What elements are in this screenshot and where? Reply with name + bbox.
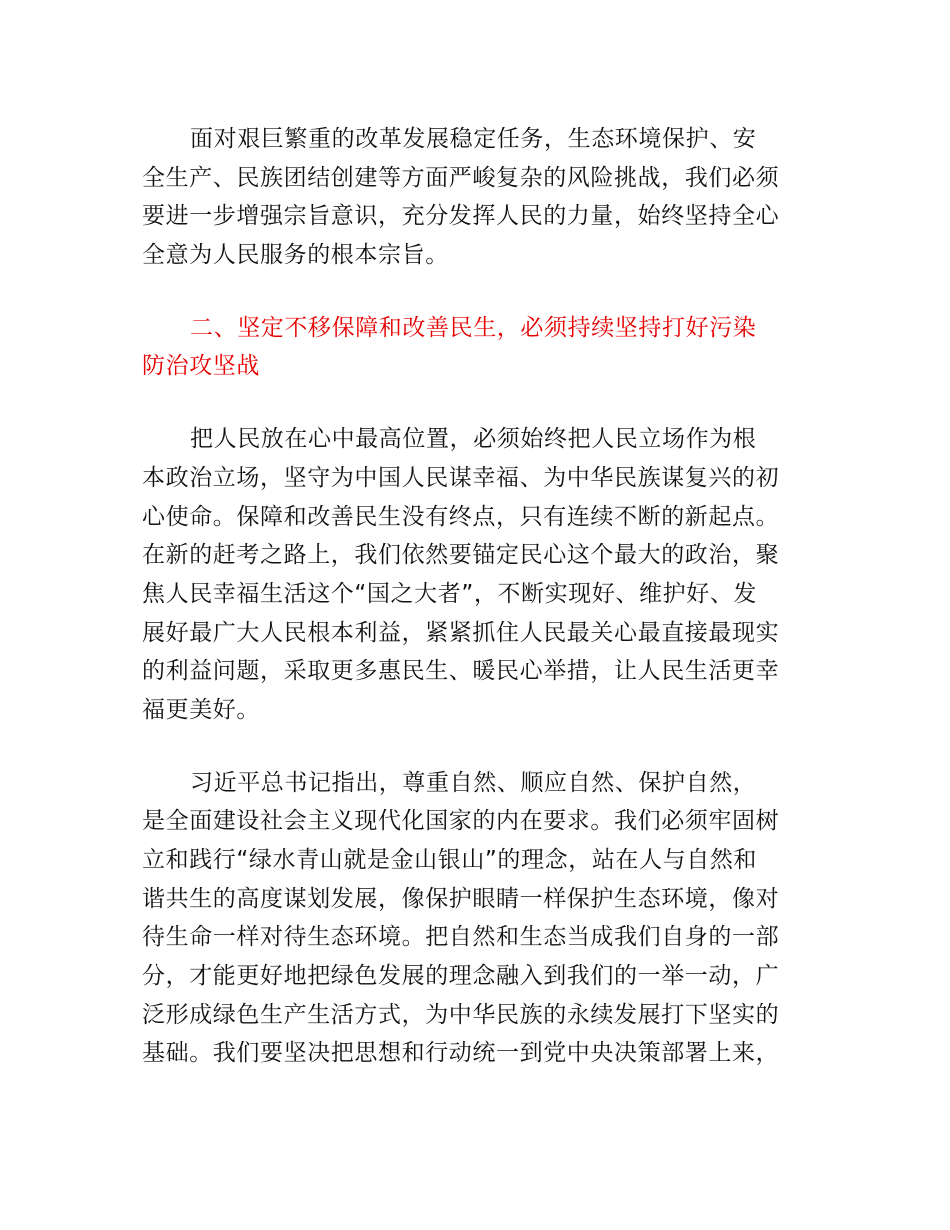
paragraph-spacing	[142, 386, 818, 420]
paragraph-line: 立和践行“绿水青山就是金山银山”的理念，站在人与自然和	[142, 847, 758, 873]
paragraph-2	[142, 420, 818, 730]
paragraph-spacing	[142, 275, 818, 309]
paragraph-line: 面对艰巨繁重的改革发展稳定任务，生态环境保护、安	[190, 126, 757, 152]
paragraph-spacing	[142, 730, 818, 764]
paragraph-line: 在新的赶考之路上，我们依然要锚定民心这个最大的政治，聚	[142, 542, 780, 569]
paragraph-3	[142, 764, 818, 1074]
paragraph-line: 把人民放在心中最高位置，必须始终把人民立场作为根	[190, 426, 757, 453]
section-heading-2	[142, 309, 818, 386]
paragraph-line: 全意为人民服务的根本宗旨。	[142, 242, 449, 269]
paragraph-line: 习近平总书记指出，尊重自然、顺应自然、保护自然，	[190, 769, 757, 796]
paragraph-line: 基础。我们要坚决把思想和行动统一到党中央决策部署上来，	[142, 1040, 780, 1067]
paragraph-line: 泛形成绿色生产生活方式，为中华民族的永续发展打下坚实的	[142, 1001, 780, 1028]
paragraph-line: 心使命。保障和改善民生没有终点，只有连续不断的新起点。	[142, 503, 780, 530]
paragraph-line: 本政治立场，坚守为中国人民谋幸福、为中华民族谋复兴的初	[142, 464, 780, 491]
paragraph-line: 要进一步增强宗旨意识，充分发挥人民的力量，始终坚持全心	[142, 203, 780, 230]
heading-line: 防治攻坚战	[142, 353, 260, 380]
paragraph-line: 是全面建设社会主义现代化国家的内在要求。我们必须牢固树	[142, 808, 780, 835]
heading-line: 二、坚定不移保障和改善民生，必须持续坚持打好污染	[190, 314, 757, 341]
paragraph-line: 福更美好。	[142, 696, 260, 723]
document-body	[142, 120, 818, 1073]
paragraph-1	[142, 120, 818, 275]
paragraph-line: 的利益问题，采取更多惠民生、暖民心举措，让人民生活更幸	[142, 658, 780, 685]
paragraph-line: 待生命一样对待生态环境。把自然和生态当成我们自身的一部	[142, 924, 780, 951]
paragraph-line: 展好最广大人民根本利益，紧紧抓住人民最关心最直接最现实	[142, 619, 780, 646]
paragraph-line: 谐共生的高度谋划发展，像保护眼睛一样保护生态环境，像对	[142, 885, 780, 912]
paragraph-line: 全生产、民族团结创建等方面严峻复杂的风险挑战，我们必须	[142, 164, 780, 191]
paragraph-line: 分，才能更好地把绿色发展的理念融入到我们的一举一动，广	[142, 963, 780, 990]
paragraph-line: 焦人民幸福生活这个“国之大者”，不断实现好、维护好、发	[142, 580, 758, 607]
